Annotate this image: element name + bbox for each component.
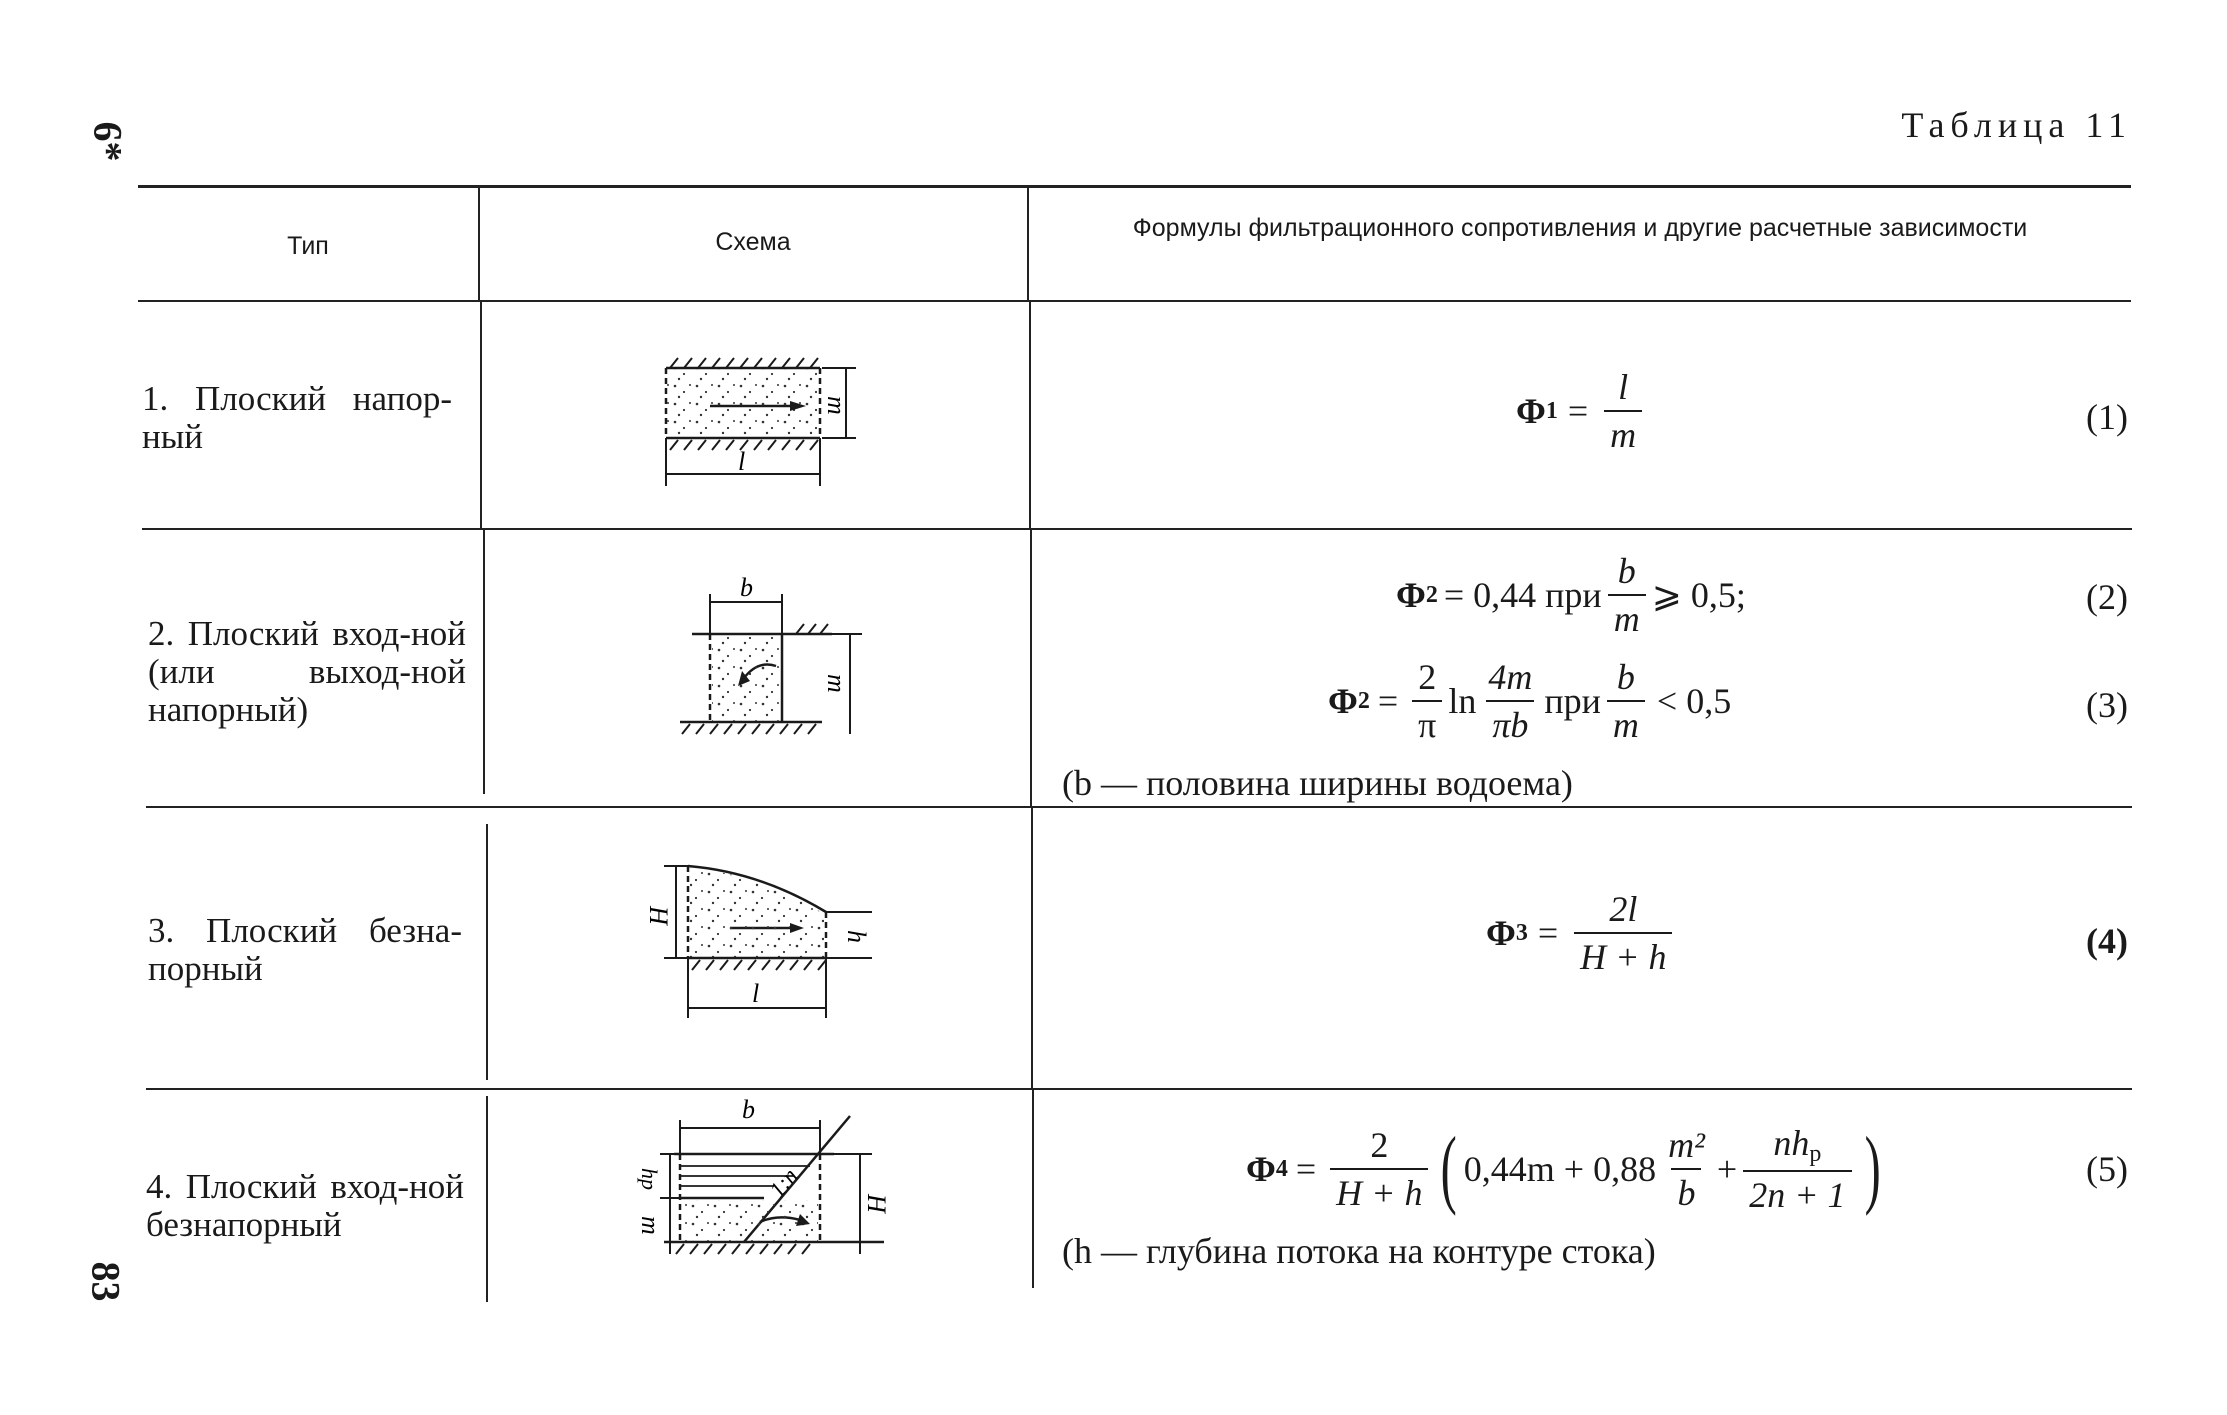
- scheme-2-confined-inlet: [672, 574, 872, 744]
- scheme-3-h-label: h: [842, 930, 871, 943]
- formula-3-lhs: Φ: [1328, 681, 1358, 721]
- formula-5-num2: m²: [1668, 1125, 1705, 1165]
- formula-5-den3: 2n + 1: [1743, 1170, 1851, 1216]
- formula-3-frac-c: [1607, 656, 1645, 746]
- formula-2-sub: 2: [1425, 581, 1438, 608]
- col-divider-2: [1027, 188, 1029, 300]
- formula-4-fraction: [1574, 888, 1672, 978]
- formula-5-frac-b: [1662, 1124, 1711, 1214]
- scheme-4-hp-label: hр: [637, 1168, 662, 1190]
- formula-1: Φ 1 = $\frac{l}{m}$: [1516, 366, 1648, 456]
- formula-4-lhs: Φ: [1486, 913, 1516, 953]
- formula-3-num1: 2: [1418, 657, 1437, 697]
- header-formulas: Формулы фильтрационного сопротивления и другие расчетные зависимости: [1132, 214, 2028, 242]
- formula-3-cond: < 0,5: [1656, 681, 1732, 721]
- eq-no-3: (3): [2086, 685, 2128, 725]
- row4-type: 4. Плоский вход-ной безнапорный: [146, 1167, 464, 1244]
- formula-1-fraction: [1604, 366, 1642, 456]
- eq-no-5: (5): [2086, 1149, 2128, 1189]
- formula-4: Φ 3 = $\frac{2l}{H + h}$: [1486, 888, 1678, 978]
- col-divider-2-r4: [1032, 1090, 1034, 1288]
- scheme-3-unconfined: [640, 852, 890, 1032]
- header-type: Тип: [287, 232, 329, 260]
- formula-3-num3: b: [1616, 657, 1635, 697]
- page-marker-top: 6*: [85, 121, 131, 162]
- formula-3-pri: при: [1544, 681, 1601, 721]
- formula-5-num1: 2: [1370, 1125, 1389, 1165]
- formula-3-den3: m: [1607, 700, 1645, 746]
- row3-type: 3. Плоский безна-порный: [148, 911, 462, 988]
- formula-5-den2: b: [1671, 1168, 1701, 1214]
- formula-1-den: m: [1604, 410, 1642, 456]
- note-row2: (b — половина ширины водоема): [1062, 763, 1573, 803]
- col-divider-2-r1: [1029, 302, 1031, 528]
- formula-2-num: b: [1617, 551, 1636, 591]
- formula-5-num3-sub: р: [1809, 1141, 1822, 1167]
- row2-type: 2. Плоский вход-ной (или выход-ной напорный): [148, 614, 466, 729]
- col-divider-1-r4: [486, 1096, 488, 1302]
- table-title: Таблица 11: [1901, 105, 2132, 145]
- formula-2-lhs: Φ: [1396, 575, 1426, 615]
- scheme-2-b-label: b: [740, 574, 753, 602]
- row2-bottom-rule: [146, 806, 2132, 808]
- formula-4-num: 2l: [1609, 889, 1638, 929]
- formula-5-den1: H + h: [1330, 1168, 1428, 1214]
- formula-2-cond: ⩾ 0,5;: [1651, 575, 1746, 615]
- col-divider-1-r3: [486, 824, 488, 1080]
- formula-2: [1396, 550, 1746, 640]
- formula-2-value: = 0,44 при: [1443, 575, 1602, 615]
- scheme-1-m-label: m: [822, 396, 851, 415]
- formula-3-sub: 2: [1357, 687, 1370, 714]
- scheme-1-confined-flow: [650, 346, 880, 496]
- page-number: 83: [83, 1261, 129, 1302]
- col-divider-1-r1: [480, 302, 482, 528]
- formula-4-den: H + h: [1574, 932, 1672, 978]
- formula-3-num2: 4m: [1488, 657, 1533, 697]
- formula-5-term1: 0,44m + 0,88: [1463, 1149, 1657, 1189]
- row3-bottom-rule: [146, 1088, 2132, 1090]
- formula-5-sub: 4: [1275, 1155, 1288, 1182]
- scheme-4-b-label: b: [742, 1095, 755, 1124]
- formula-5-frac-a: [1330, 1124, 1428, 1214]
- formula-1-lhs: Φ: [1516, 391, 1546, 431]
- formula-5-plus: +: [1716, 1149, 1738, 1189]
- scheme-1-l-label: l: [738, 447, 746, 476]
- formula-4-sub: 3: [1515, 919, 1528, 946]
- formula-2-den: m: [1608, 594, 1646, 640]
- formula-5: Φ 4 = $\frac{2}{H + h}$ ( 0,44m + 0,88 $\frac{\text{m²}}{b}$ + $\frac{\text{nhр}}{2n + 1}$ ): [1246, 1120, 1881, 1217]
- formula-1-num: l: [1618, 367, 1629, 407]
- formula-3-den2: πb: [1486, 700, 1534, 746]
- row1-bottom-rule: [142, 528, 2132, 530]
- eq-no-4: (4): [2086, 921, 2128, 961]
- col-divider-2-r2: [1030, 530, 1032, 806]
- scheme-3-H-label: H: [644, 906, 673, 925]
- formula-1-sub: 1: [1545, 397, 1558, 424]
- formula-5-lhs: Φ: [1246, 1149, 1276, 1189]
- scheme-4-H-label: H: [862, 1194, 891, 1213]
- col-divider-2-r3: [1031, 808, 1033, 1088]
- header-bottom-rule: [138, 300, 2131, 302]
- table-top-rule: [138, 185, 2131, 188]
- formula-5-num3: nh: [1773, 1123, 1810, 1163]
- formula-3-frac-a: [1412, 656, 1442, 746]
- eq-no-1: (1): [2086, 397, 2128, 437]
- scheme-3-l-label: l: [752, 979, 760, 1008]
- scheme-4-m-label: m: [636, 1216, 665, 1235]
- header-scheme: Схема: [715, 228, 791, 256]
- formula-3-den1: π: [1412, 700, 1442, 746]
- formula-2-fraction: [1608, 550, 1646, 640]
- formula-3-frac-b: [1482, 656, 1538, 746]
- formula-3-ln: ln: [1448, 681, 1477, 721]
- scheme-2-m-label: m: [822, 674, 851, 693]
- scheme-4-unconfined-inlet: [624, 1094, 894, 1264]
- col-divider-1-r2: [483, 530, 485, 794]
- eq-no-2: (2): [2086, 577, 2128, 617]
- note-row4: (h — глубина потока на контуре стока): [1062, 1231, 1656, 1271]
- scheme-4-slope-label: 1:n: [764, 1163, 803, 1202]
- formula-5-frac-c: [1743, 1122, 1851, 1216]
- formula-3: Φ 2 = $\frac{2}{\pi}$ ln $\frac{4m}{\pi b}$ при $\frac{b}{m}$ < 0,5: [1328, 657, 1732, 745]
- row1-type: 1. Плоский напор-ный: [142, 379, 452, 456]
